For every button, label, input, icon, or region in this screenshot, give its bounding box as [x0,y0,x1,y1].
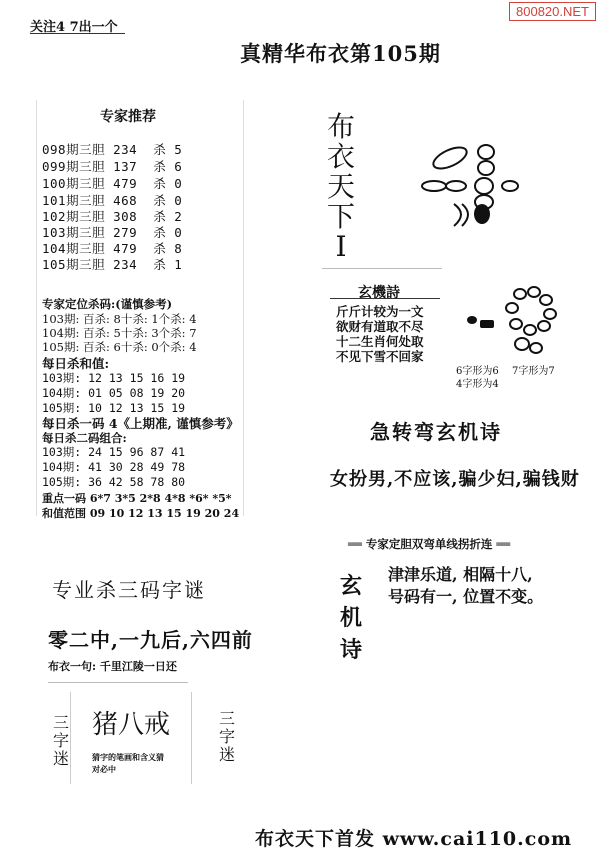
recommend-row: 103期三胆 279 杀 0 [42,225,183,240]
digit-sketch-graphic [410,138,520,238]
daily-pair-row: 104期: 41 30 28 49 78 [42,460,186,474]
expert-banner [340,522,510,552]
poem-title-rule [330,298,440,299]
recommend-row: 100期三胆 479 杀 0 [42,176,183,191]
vertical-char: 布 [326,110,355,143]
poem-line: 十二生肖何处取 [336,334,424,349]
top-note-underline [30,33,125,34]
position-kill-row: 103期: 百杀: 8十杀: 1个杀: 4 [42,312,197,326]
section-divider [48,682,188,683]
site-badge: 800820.NET [509,2,596,21]
daily-sum-row: 105期: 10 12 13 15 19 [42,401,186,415]
vertical-char: 诗 [339,637,362,663]
section-divider [322,268,442,269]
three-riddle-right [210,710,244,764]
banner-dash-left: ══ [348,537,366,551]
daily-pair-row: 105期: 36 42 58 78 80 [42,475,186,489]
kill-three-line: 零二中,一九后,六四前 [48,628,253,652]
vertical-char: 机 [339,605,362,631]
vertical-char: 衣 [326,140,355,173]
poem-line: 欲财有道取不尽 [336,319,424,334]
sum-range-row: 和值范围 09 10 12 13 15 19 20 24 [42,507,240,520]
poem-line: 斤斤计较为一文 [336,304,424,319]
vertical-title [324,112,358,262]
riddle-line: 女扮男,不应该,骗少妇,骗钱财 [330,469,580,490]
pig-riddle-note: 猜字的笔画和含义猜 [92,752,164,762]
poem-line: 不见下雪不回家 [336,349,424,364]
daily-sum-heading: 每日杀和值: [42,356,110,371]
daily-sum-row: 103期: 12 13 15 16 19 [42,371,186,385]
recommend-row: 101期三胆 468 杀 0 [42,193,183,208]
recommend-row: 104期三胆 479 杀 8 [42,241,183,256]
key-code-row: 重点一码 6*7 3*5 2*8 4*8 *6* *5* [42,492,232,505]
shape-note-6: 6字形为6 [456,366,499,377]
banner-text: 专家定胆双弯单线拐折连 [365,537,493,551]
daily-pair-row: 103期: 24 15 96 87 41 [42,445,186,459]
recommend-row: 098期三胆 234 杀 5 [42,142,183,157]
vertical-char: 下 [326,200,355,233]
xuanji-line: 号码有一, 位置不变。 [388,587,544,606]
vertical-char: 字 [52,731,69,750]
pig-riddle-note: 对必中 [92,764,116,774]
recommend-heading: 专家推荐 [100,109,156,125]
vertical-char: 玄 [339,573,362,599]
position-kill-row: 104期: 百杀: 5十杀: 3个杀: 7 [42,326,197,340]
vertical-char: 天 [326,170,355,203]
xuanji-line: 津津乐道, 相隔十八, [388,565,533,584]
poem-title: 玄機詩 [358,285,400,301]
vertical-char: 字 [218,727,235,746]
kill-three-subline: 布衣一句: 千里江陵一日还 [48,660,177,673]
daily-one-code: 每日杀一码 4《上期准, 谨慎参考》 [42,416,239,431]
top-note: 关注4 7出一个 [30,20,118,35]
recommend-row: 102期三胆 308 杀 2 [42,209,183,224]
vertical-char: 三 [52,713,69,732]
position-kill-heading: 专家定位杀码:(谨慎参考) [42,297,173,311]
daily-sum-row: 104期: 01 05 08 19 20 [42,386,186,400]
shape-note-7: 7字形为7 [512,366,555,377]
kill-three-heading: 专业杀三码字谜 [52,578,206,602]
vertical-char: 迷 [52,749,69,768]
vertical-char: Ⅰ [335,230,347,263]
vertical-char: 三 [218,709,235,728]
page-title: 真精华布衣第105期 [240,41,441,66]
pig-riddle-title: 猪八戒 [92,710,171,740]
position-kill-row: 105期: 百杀: 6十杀: 0个杀: 4 [42,340,197,354]
banner-dash-right: ══ [492,537,511,551]
xuanji-vertical [334,570,368,666]
riddle-heading: 急转弯玄机诗 [370,420,502,444]
recommend-row: 099期三胆 137 杀 6 [42,159,183,174]
footer-site: 布衣天下首发 www.cai110.com [255,828,573,850]
shape-note-4: 4字形为4 [456,379,499,390]
shape-sketch-graphic [462,280,572,360]
vertical-char: 迷 [218,745,235,764]
recommend-row: 105期三胆 234 杀 1 [42,257,183,272]
daily-pair-heading: 每日杀二码组合: [42,431,127,445]
